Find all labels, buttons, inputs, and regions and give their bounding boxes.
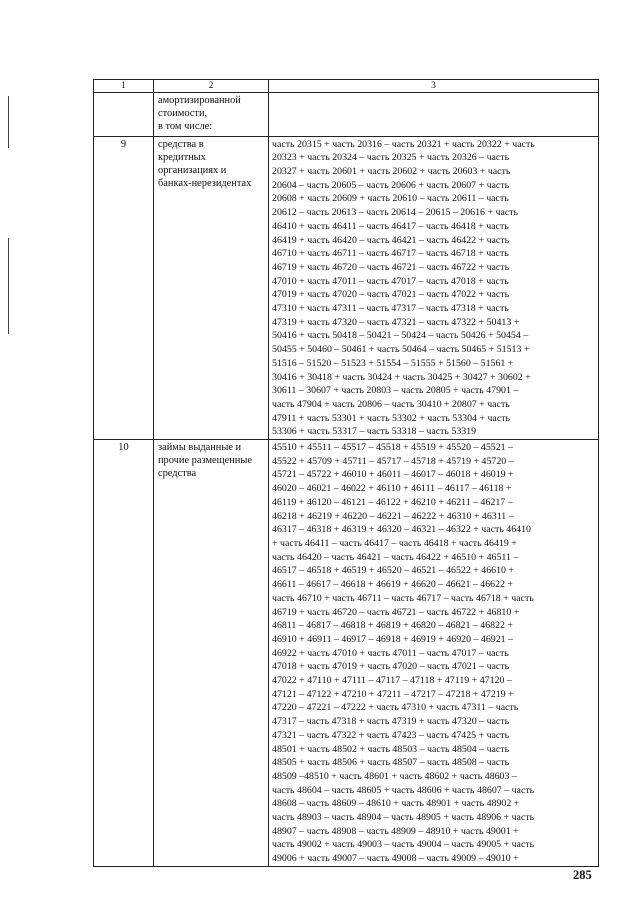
account-formula-line: 20612 – часть 20613 – часть 20614 – 20615 – 20616 + часть bbox=[272, 207, 519, 219]
account-formula-line: 47022 + 47110 + 47111 – 47117 – 47118 + 47119 + 47120 – bbox=[272, 675, 512, 687]
account-formula-line: 30611 – 30607 + часть 20803 – часть 20805 + часть 47901 – bbox=[272, 385, 519, 397]
account-formula-line: 46517 – 46518 + 46519 + 46520 – 46521 – 46522 + 46610 + bbox=[272, 565, 514, 577]
accounts-table bbox=[93, 79, 599, 867]
header-cell-2: 2 bbox=[154, 80, 269, 93]
account-formula-line: 46020 – 46021 – 46022 + 46110 + 46111 – 46117 – 46118 + bbox=[272, 483, 512, 495]
account-formula-line: 46419 + часть 46420 – часть 46421 – часть 46422 + часть bbox=[272, 234, 510, 246]
row-name-line: средства bbox=[158, 468, 197, 480]
row-name-line: прочие размещенные bbox=[158, 455, 252, 467]
row-name-line: займы выданные и bbox=[158, 442, 242, 454]
row-accounts bbox=[269, 136, 599, 439]
table-row bbox=[94, 136, 599, 439]
account-formula-line: 20327 + часть 20601 + часть 20602 + часть 20603 + часть bbox=[272, 166, 511, 178]
account-formula-line: 46218 + 46219 + 46220 – 46221 – 46222 + 46310 + 46311 – bbox=[272, 510, 514, 522]
row-name-line: средства в bbox=[158, 138, 204, 150]
page-number: 285 bbox=[573, 868, 592, 882]
row-number: 10 bbox=[94, 440, 154, 867]
account-formula-line: 20608 + часть 20609 + часть 20610 – часть 20611 – часть bbox=[272, 193, 509, 205]
account-formula-line: 20323 + часть 20324 – часть 20325 + часть 20326 – часть bbox=[272, 152, 510, 164]
account-formula-line: 46910 + 46911 – 46917 – 46918 + 46919 + 46920 – 46921 – bbox=[272, 633, 513, 645]
table-header-row bbox=[94, 80, 599, 93]
margin-line bbox=[8, 262, 9, 334]
account-formula-line: 46119 + 46120 – 46121 – 46122 + 46210 + 46211 – 46217 – bbox=[272, 496, 513, 508]
account-formula-line: 47018 + часть 47019 + часть 47020 – часть 47021 – часть bbox=[272, 661, 510, 673]
account-formula-line: 45522 + 45709 + 45711 – 45717 – 45718 + 45719 + 45720 – bbox=[272, 455, 514, 467]
account-formula-line: часть 48903 – часть 48904 – часть 48905 + часть 48906 + часть bbox=[272, 812, 535, 824]
account-formula-line: часть 49002 + часть 49003 – часть 49004 – часть 49005 + часть bbox=[272, 839, 535, 851]
account-formula-line: 47220 – 47221 – 47222 + часть 47310 + часть 47311 – часть bbox=[272, 702, 519, 714]
row-name bbox=[154, 93, 269, 137]
header-cell-1: 1 bbox=[94, 80, 154, 93]
account-formula-line: часть 46710 + часть 46711 – часть 46717 – часть 46718 + часть bbox=[272, 592, 534, 604]
account-formula-line: 49006 + часть 49007 – часть 49008 – часть 49009 – 49010 + bbox=[272, 853, 519, 865]
account-formula-line: 46710 + часть 46711 – часть 46717 – часть 46718 + часть bbox=[272, 248, 509, 260]
row-accounts bbox=[269, 440, 599, 867]
account-formula-line: 48505 + часть 48506 + часть 48507 – часть 48508 – часть bbox=[272, 757, 510, 769]
row-name-line: стоимости, bbox=[158, 108, 208, 120]
account-formula-line: часть 47904 + часть 20806 – часть 30410 + 20807 + часть bbox=[272, 398, 510, 410]
account-formula-line: 47310 + часть 47311 – часть 47317 – часть 47318 + часть bbox=[272, 303, 509, 315]
account-formula-line: 20604 – часть 20605 – часть 20606 + часть 20607 + часть bbox=[272, 179, 510, 191]
row-number bbox=[94, 93, 154, 137]
table-row bbox=[94, 440, 599, 867]
account-formula-line: 46317 – 46318 + 46319 + 46320 – 46321 – 46322 + часть 46410 bbox=[272, 524, 531, 536]
account-formula-line: 46719 + часть 46720 – часть 46721 – часть 46722 + часть bbox=[272, 261, 510, 273]
account-formula-line: 50416 + часть 50418 – 50421 – 50424 – часть 50426 + 50454 – bbox=[272, 330, 529, 342]
header-cell-3: 3 bbox=[269, 80, 599, 93]
row-name-line: организациях и bbox=[158, 165, 227, 177]
account-formula-line: 53306 + часть 53317 – часть 53318 – часть 53319 bbox=[272, 426, 477, 438]
account-formula-line: 51516 – 51520 – 51523 + 51554 – 51555 + 51560 – 51561 + bbox=[272, 357, 514, 369]
margin-line bbox=[8, 96, 9, 148]
account-formula-line: 47321 – часть 47322 + часть 47423 – часть 47425 + часть bbox=[272, 729, 510, 741]
account-formula-line: 47319 + часть 47320 – часть 47321 – часть 47322 + 50413 + bbox=[272, 316, 520, 328]
row-name-line: банках-нерезидентах bbox=[158, 178, 252, 190]
account-formula-line: 46811 – 46817 – 46818 + 46819 + 46820 – 46821 – 46822 + bbox=[272, 620, 513, 632]
account-formula-line: 48608 – часть 48609 – 48610 + часть 48901 + часть 48902 + bbox=[272, 798, 520, 810]
row-name bbox=[154, 136, 269, 439]
account-formula-line: 47121 – 47122 + 47210 + 47211 – 47217 – 47218 + 47219 + bbox=[272, 688, 514, 700]
account-formula-line: 46719 + часть 46720 – часть 46721 – часть 46722 + 46810 + bbox=[272, 606, 520, 618]
account-formula-line: часть 46420 – часть 46421 – часть 46422 + 46510 + 46511 – bbox=[272, 551, 519, 563]
table-row bbox=[94, 93, 599, 137]
account-formula-line: 46611 – 46617 – 46618 + 46619 + 46620 – 46621 – 46622 + bbox=[272, 579, 513, 591]
account-formula-line: 50455 + 50460 – 50461 + часть 50464 – часть 50465 + 51513 + bbox=[272, 344, 530, 356]
account-formula-line: 48501 + часть 48502 + часть 48503 – часть 48504 – часть bbox=[272, 743, 510, 755]
account-formula-line: 47019 + часть 47020 – часть 47021 – часть 47022 + часть bbox=[272, 289, 510, 301]
account-formula-line: 47010 + часть 47011 – часть 47017 – часть 47018 + часть bbox=[272, 275, 509, 287]
account-formula-line: 47911 + часть 53301 + часть 53302 + часть 53304 + часть bbox=[272, 412, 511, 424]
row-accounts bbox=[269, 93, 599, 137]
account-formula-line: часть 48604 – часть 48605 + часть 48606 + часть 48607 – часть bbox=[272, 784, 535, 796]
account-formula-line: 30416 + 30418 + часть 30424 + часть 30425 + 30427 + 30602 + bbox=[272, 371, 531, 383]
row-name-line: в том числе: bbox=[158, 121, 213, 133]
account-formula-line: 48907 – часть 48908 – часть 48909 – 48910 + часть 49001 + bbox=[272, 825, 519, 837]
account-formula-line: 45721 – 45722 + 46010 + 46011 – 46017 – 46018 + 46019 + bbox=[272, 469, 514, 481]
account-formula-line: + часть 46411 – часть 46417 – часть 46418 + часть 46419 + bbox=[272, 538, 517, 549]
account-formula-line: 46922 + часть 47010 + часть 47011 – часть 47017 – часть bbox=[272, 647, 509, 659]
account-formula-line: часть 20315 + часть 20316 – часть 20321 + часть 20322 + часть bbox=[272, 138, 535, 150]
account-formula-line: 48509 –48510 + часть 48601 + часть 48602 + часть 48603 – bbox=[272, 770, 517, 782]
row-name-line: амортизированной bbox=[158, 95, 241, 106]
row-name-line: кредитных bbox=[158, 151, 206, 163]
account-formula-line: 47317 – часть 47318 + часть 47319 + часть 47320 – часть bbox=[272, 716, 510, 728]
account-formula-line: 45510 + 45511 – 45517 – 45518 + 45519 + 45520 – 45521 – bbox=[272, 442, 513, 454]
account-formula-line: 46410 + часть 46411 – часть 46417 – часть 46418 + часть bbox=[272, 220, 509, 232]
row-number: 9 bbox=[94, 136, 154, 439]
row-name bbox=[154, 440, 269, 867]
